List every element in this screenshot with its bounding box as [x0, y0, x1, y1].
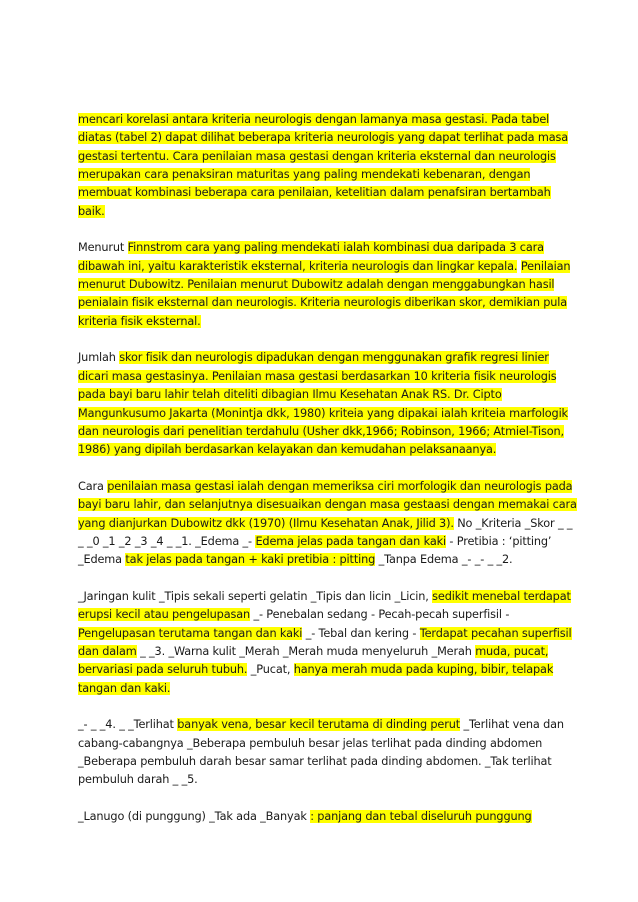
text-segment: No _Kriteria _Skor _ _ _ _0 _1 _2 _3 _4 _ _1. _Edema _-	[78, 516, 573, 548]
paragraph-3	[78, 349, 578, 459]
paragraph-5	[78, 588, 578, 698]
highlighted-text: penilaian masa gestasi ialah dengan memeriksa ciri morfologik dan neurologis pada bayi baru lahir, dan selanjutnya disesuaikan dengan masa gestaasi dengan memakai cara yang dianjurkan Dubowitz dkk (1970) (Ilmu Kesehatan Anak, Jilid 3).	[78, 479, 577, 530]
highlighted-text: muda, pucat, bervariasi pada seluruh tubuh.	[78, 644, 549, 677]
highlighted-text: Penilaian menurut Dubowitz. Penilaian menurut Dubowitz adalah dengan menggabungkan hasil penialain fisik eksternal dan neurologis. Kriteria neurologis diberikan skor, demikian pula kriteria fisik eksternal.	[78, 259, 571, 328]
highlighted-text: Finnstrom cara yang paling mendekati ialah kombinasi dua daripada 3 cara dibawah ini, yaitu karakteristik eksternal, kriteria neurologis dan lingkar kepala.	[78, 241, 544, 273]
text-segment: _Jaringan kulit _Tipis sekali seperti gelatin _Tipis dan licin _Licin,	[78, 589, 433, 603]
paragraph-2	[78, 239, 578, 331]
highlighted-text: : panjang dan tebal diseluruh punggung	[310, 810, 532, 824]
paragraph-1	[78, 111, 578, 221]
paragraph-4	[78, 478, 578, 570]
highlighted-text: skor fisik dan neurologis dipadukan dengan menggunakan grafik regresi linier dicari masa gestasinya. Penilaian masa gestasi berdasarkan 10 kriteria fisik neurologis pada bayi baru lahir telah diteliti dibagian Ilmu Kesehatan Anak RS. Dr. Cipto Mangunkusumo Jakarta (Monintja dkk, 1980) kriteia yang dipakai ialah kriteia marfologik dan neurologis dari penelitian terdahulu (Usher dkk,1966; Robinson, 1966; Atmiel-Tison, 1986) yang dipilah berdasarkan kelayakan dan kemudahan pelaksanaanya.	[78, 351, 568, 457]
highlighted-text: Terdapat pecahan superfisil dan dalam	[78, 626, 572, 658]
text-segment: Cara	[78, 479, 108, 493]
paragraph-7	[78, 808, 578, 826]
highlighted-text: hanya merah muda pada kuping, bibir, telapak tangan dan kaki.	[78, 663, 554, 695]
text-segment: _Terlihat vena dan cabang-cabangnya _Beberapa pembuluh besar jelas terlihat pada dinding abdomen _Beberapa pembuluh darah besar samar terlihat pada dinding abdomen. _Tak terlihat pembuluh darah _ _5.	[78, 718, 564, 787]
text-segment: _- _ _4. _ _Terlihat	[78, 718, 178, 732]
highlighted-text: Edema jelas pada tangan dan kaki	[255, 534, 446, 548]
text-segment: _- Penebalan sedang - Pecah-pecah superfisil -	[250, 608, 510, 622]
highlighted-text: banyak vena, besar kecil terutama di dinding perut	[177, 718, 461, 732]
document-body	[78, 111, 578, 845]
text-segment: Menurut	[78, 241, 128, 255]
highlighted-text: tak jelas pada tangan + kaki pretibia : pitting	[125, 553, 376, 567]
text-segment: _Tanpa Edema _- _- _ _2.	[375, 553, 513, 567]
text-segment: _ _3. _Warna kulit _Merah _Merah muda menyeluruh _Merah	[136, 644, 476, 658]
text-segment: - Pretibia : ‘pitting’ _Edema	[78, 534, 552, 567]
text-segment: _Lanugo (di punggung) _Tak ada _Banyak	[78, 810, 311, 824]
text-segment: Jumlah	[78, 351, 120, 365]
text-segment: _- Tebal dan kering -	[302, 626, 420, 640]
highlighted-text: sedikit menebal terdapat erupsi kecil atau pengelupasan	[78, 589, 571, 622]
highlighted-text: mencari korelasi antara kriteria neurologis dengan lamanya masa gestasi. Pada tabel diatas (tabel 2) dapat dilihat beberapa kriteria neurologis yang dapat terlihat pada masa gestasi tertentu. Cara penilaian masa gestasi dengan kriteria eksternal dan neurologis merupakan cara penaksiran maturitas yang paling mendekati kebenaran, dengan membuat kombinasi beberapa cara penilaian, ketelitian dalam penafsiran bertambah baik.	[78, 113, 568, 218]
highlighted-text: Pengelupasan terutama tangan dan kaki	[78, 626, 303, 640]
text-segment: _Pucat,	[247, 663, 294, 677]
paragraph-6	[78, 716, 578, 789]
